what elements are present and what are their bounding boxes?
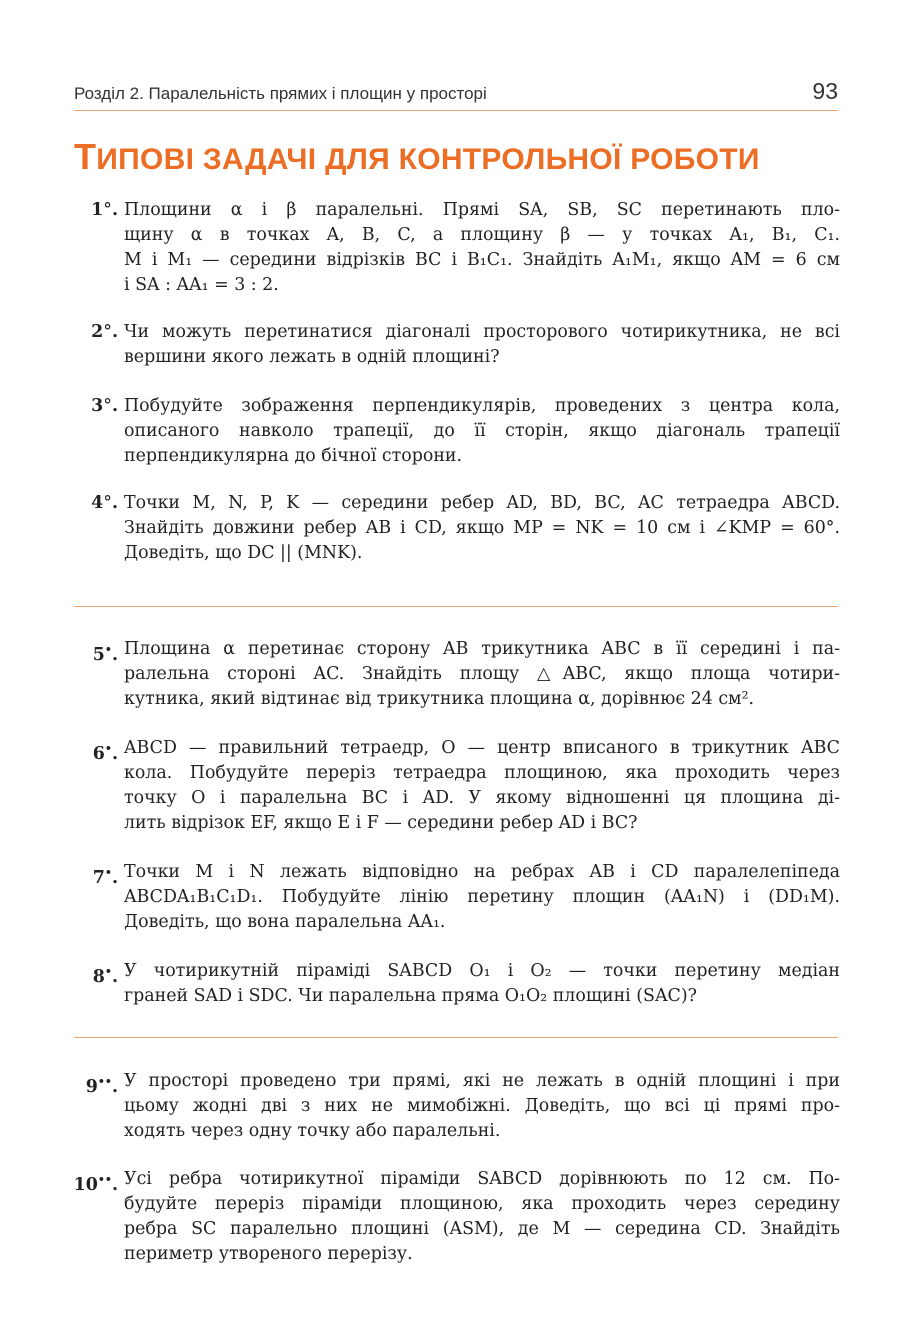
page-number: 93 (812, 78, 838, 104)
problem-3 (91, 394, 840, 469)
problem-text-line: Площини α і β паралельні. Прямі SA, SB, SC перетинають пло- (124, 200, 840, 220)
problem-number: 10••. (73, 1173, 118, 1195)
chapter-title: Розділ 2. Паралельність прямих і площин у просторі (74, 84, 487, 103)
problem-text-line: вершини якого лежать в одній площині? (124, 347, 500, 367)
section-divider (74, 1037, 838, 1038)
problem-number: 5•. (92, 643, 118, 665)
difficulty-mark: •• (97, 1075, 112, 1088)
difficulty-mark: • (104, 742, 112, 755)
problem-2 (91, 320, 840, 370)
problem-number: 9••. (85, 1075, 118, 1097)
problem-1 (91, 198, 840, 298)
problem-text-line: Чи можуть перетинатися діагоналі просторового чотирикутника, не всі (124, 322, 840, 342)
problem-text-line: описаного навколо трапеції, до її сторін, якщо діагональ трапеції (124, 421, 840, 441)
problem-number: 8•. (92, 965, 118, 987)
problem-text-line: ребра SC паралельно площині (ASM), де M — середина CD. Знайдіть (124, 1219, 840, 1239)
problem-8 (92, 959, 840, 1009)
problem-text-line: перпендикулярна до бічної сторони. (124, 446, 463, 466)
difficulty-mark: ° (103, 322, 112, 342)
problem-5 (92, 637, 840, 712)
problem-text-line: У просторі проведено три прямі, які не лежать в одній площині і при (124, 1071, 840, 1091)
problem-text-line: Точки M, N, P, K — середини ребер AD, BD, BC, AC тетраедра ABCD. (124, 493, 840, 513)
problem-number: 6•. (92, 742, 118, 764)
problem-text-line: будуйте переріз піраміди площиною, яка проходить через середину (124, 1194, 840, 1214)
problem-text-line: лить відрізок EF, якщо E і F — середини ребер AD і BC? (124, 813, 638, 833)
problem-text-line: і SA : AA₁ = 3 : 2. (124, 275, 279, 295)
problem-text-line: периметр утвореного перерізу. (124, 1244, 413, 1264)
problem-text-line: Побудуйте зображення перпендикулярів, проведених з центра кола, (124, 396, 840, 416)
problem-text-line: щину α в точках A, B, C, а площину β — у точках A₁, B₁, C₁. (124, 225, 840, 245)
problem-text-line: кутника, який відтинає від трикутника площина α, дорівнює 24 см². (124, 689, 755, 709)
section-title-rest: ИПОВІ ЗАДАЧІ ДЛЯ КОНТРОЛЬНОЇ РОБОТИ (96, 143, 760, 176)
problem-text-line: цьому жодні дві з них не мимобіжні. Доведіть, що всі ці прямі про- (124, 1096, 840, 1116)
problem-text-line: кола. Побудуйте переріз тетраедра площиною, яка проходить через (124, 763, 840, 783)
problem-text-line: ABCD — правильний тетраедр, O — центр вписаного в трикутник ABC (124, 738, 840, 758)
page-header (74, 78, 838, 111)
problem-text-line: Доведіть, що DC || (MNK). (124, 543, 363, 563)
problem-text-line: У чотирикутній піраміді SABCD O₁ і O₂ — точки перетину медіан (124, 961, 840, 981)
problem-number: 4°. (91, 493, 118, 513)
problem-6 (92, 736, 840, 836)
problem-text-line: M і M₁ — середини відрізків BC і B₁C₁. Знайдіть A₁M₁, якщо AM = 6 см (124, 250, 840, 270)
difficulty-mark: •• (97, 1173, 112, 1186)
problem-number: 2°. (91, 322, 118, 342)
problem-text-line: Доведіть, що вона паралельна AA₁. (124, 912, 446, 932)
problem-text-line: Точки M і N лежать відповідно на ребрах AB і CD паралелепіпеда (124, 862, 840, 882)
difficulty-mark: • (104, 866, 112, 879)
section-divider (74, 606, 838, 607)
problem-10 (73, 1167, 840, 1267)
problem-text-line: ралельна стороні AC. Знайдіть площу △ABC, якщо площа чотири- (124, 664, 840, 684)
section-title-initial: Т (74, 136, 97, 177)
problem-text-line: ходять через одну точку або паралельні. (124, 1121, 501, 1141)
problem-number: 7•. (92, 866, 118, 888)
difficulty-mark: ° (103, 200, 112, 220)
problem-number: 3°. (91, 396, 118, 416)
difficulty-mark: • (104, 643, 112, 656)
problem-7 (92, 860, 840, 935)
problem-9 (85, 1069, 840, 1144)
problem-text-line: точку O і паралельна BC і AD. У якому відношенні ця площина ді- (124, 788, 840, 808)
problem-text-line: Площина α перетинає сторону AB трикутника ABC в її середині і па- (124, 639, 840, 659)
difficulty-mark: • (104, 965, 112, 978)
difficulty-mark: ° (103, 493, 112, 513)
section-title (74, 136, 760, 178)
problem-4 (91, 491, 840, 566)
difficulty-mark: ° (103, 396, 112, 416)
problem-text-line: ABCDA₁B₁C₁D₁. Побудуйте лінію перетину площин (AA₁N) і (DD₁M). (124, 887, 840, 907)
problem-text-line: Знайдіть довжини ребер AB і CD, якщо MP = NK = 10 см і ∠KMP = 60°. (124, 518, 840, 538)
problem-text-line: граней SAD і SDC. Чи паралельна пряма O₁O₂ площині (SAC)? (124, 986, 697, 1006)
problem-text-line: Усі ребра чотирикутної піраміди SABCD дорівнюють по 12 см. По- (124, 1169, 840, 1189)
problem-number: 1°. (91, 200, 118, 220)
